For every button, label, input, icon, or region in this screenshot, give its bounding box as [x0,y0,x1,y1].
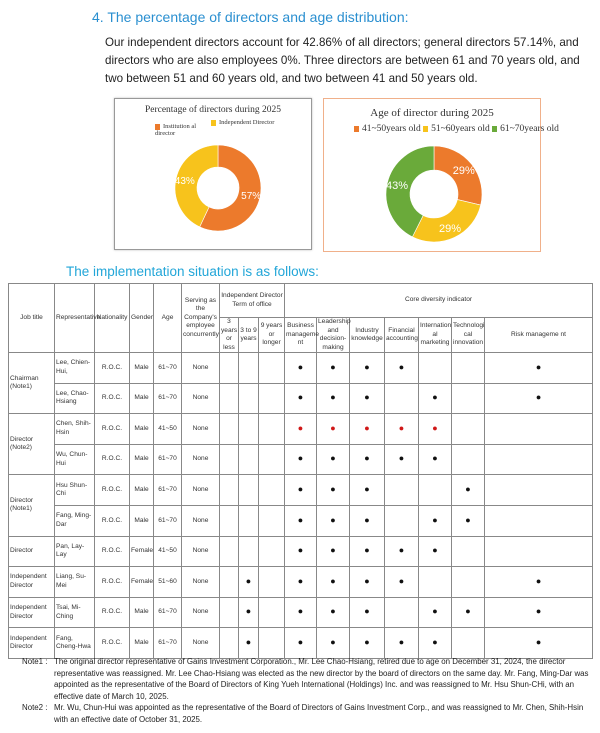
representative-cell: Wu, Chun-Hui [55,444,95,475]
chart-title: Age of director during 2025 [370,107,494,119]
legend-label: 41~50years old [362,124,421,134]
age-cell: 41~50 [154,414,182,445]
indicator-cell [385,353,419,384]
indicator-cell [239,505,259,536]
indicator-cell [419,383,452,414]
gender-cell: Male [130,353,154,384]
indicator-cell [220,353,239,384]
indicator-cell [350,567,385,598]
data-label: 43% [174,175,195,187]
indicator-cell [317,414,350,445]
bullet-dot: ● [364,636,370,647]
indicator-cell [452,567,485,598]
employee-cell: None [182,383,220,414]
bullet-dot: ● [398,636,405,647]
indicator-cell [317,597,350,628]
gender-cell: Female [130,567,154,598]
indicator-cell [419,567,452,598]
table-row [9,505,593,536]
table-row [9,353,593,384]
nationality-cell: R.O.C. [95,353,130,384]
table-row [9,414,593,445]
header-term: 3 years or less [221,318,238,351]
bullet-dot: ● [297,636,304,647]
nationality-cell: R.O.C. [95,444,130,475]
table-row [9,536,593,567]
indicator-cell [485,475,593,506]
table-row [9,567,593,598]
bullet-dot: ● [432,606,438,617]
legend-label: Independent Director [219,119,275,126]
age-cell: 61~70 [154,353,182,384]
indicator-cell [285,444,317,475]
bullet-dot: ● [465,514,471,525]
indicator-cell [452,628,485,659]
indicator-cell [259,597,285,628]
bullet-dot: ● [330,392,336,403]
representative-cell: Lee, Chien-Hui, [55,353,95,384]
bullet-dot: ● [364,361,370,372]
indicator-cell [385,536,419,567]
indicator-cell [452,444,485,475]
header-job-title: Job title [9,284,55,353]
employee-cell: None [182,353,220,384]
note-1 [22,656,592,702]
employee-cell: None [182,597,220,628]
bullet-dot: ● [330,361,336,372]
indicator-cell [285,536,317,567]
bullet-dot: ● [465,606,471,617]
indicator-cell [259,567,285,598]
bullet-dot: ● [364,606,370,617]
table-row [9,383,593,414]
bullet-dot: ● [297,606,304,617]
bullet-dot: ● [432,422,438,433]
job-title-cell: Director (Note2) [9,414,55,475]
nationality-cell: R.O.C. [95,567,130,598]
donut-chart [115,99,311,249]
bullet-dot: ● [535,606,542,617]
bullet-dot: ● [535,575,542,586]
header-core-indicator: Industry knowledge [350,318,385,353]
indicator-cell [452,536,485,567]
indicator-cell [419,475,452,506]
indicator-cell [317,353,350,384]
indicator-cell [350,353,385,384]
indicator-cell [259,536,285,567]
representative-cell: Lee, Chao-Hsiang [55,383,95,414]
bullet-dot: ● [330,453,336,464]
bullet-dot: ● [398,575,405,586]
indicator-cell [220,444,239,475]
table-row [9,475,593,506]
indicator-cell [385,597,419,628]
bullet-dot: ● [398,361,405,372]
indicator-cell [317,628,350,659]
header-core-indicator: Financial accounting [385,318,419,353]
bullet-dot: ● [364,392,370,403]
indicator-cell [220,414,239,445]
indicator-cell [259,628,285,659]
bullet-dot: ● [364,422,370,433]
nationality-cell: R.O.C. [95,536,130,567]
nationality-cell: R.O.C. [95,414,130,445]
donut-slice [412,200,480,242]
indicator-cell [350,597,385,628]
indicator-cell [419,414,452,445]
table-row [9,597,593,628]
gender-cell: Male [130,505,154,536]
table-row [9,628,593,659]
indicator-cell [350,536,385,567]
header-nationality: Nationality [95,284,130,353]
bullet-dot: ● [330,514,336,525]
header-gender: Gender [130,284,154,353]
indicator-cell [452,383,485,414]
header-term: 9 years or longer [259,318,285,353]
bullet-dot: ● [245,636,252,647]
age-cell: 41~50 [154,536,182,567]
bullet-dot: ● [465,483,471,494]
header-core-group: Core diversity indicator [285,284,593,318]
header-representative: Representative [55,284,95,353]
header-core-indicator: Risk manageme nt [485,318,593,353]
chart-title: Percentage of directors during 2025 [144,105,282,115]
bullet-dot: ● [364,483,370,494]
indicator-cell [259,353,285,384]
indicator-cell [419,444,452,475]
bullet-dot: ● [432,514,438,525]
indicator-cell [350,505,385,536]
indicator-cell [259,414,285,445]
job-title-cell: Independent Director [9,567,55,598]
indicator-cell [239,597,259,628]
bullet-dot: ● [297,483,304,494]
bullet-dot: ● [330,575,336,586]
indicator-cell [485,444,593,475]
bullet-dot: ● [432,636,438,647]
note-text: The original director representative of Gains Investment Corporation., Mr. Lee Chao-Hsiang, retired due to age on December 31, 2024, the director representative was reassigned. Mr. Lee Chao-Hsiang was elected as the new director by the board of directors on the same day. Mr. Fang, Ming-Dar was appointed as the representative of the Board of Directors of King Yueh International (Holdings) Inc. and was reassigned to Mr. Hsu Shun-CHi, with an effective date of March 10, 2025. [54,657,589,701]
indicator-cell [239,475,259,506]
section-title: 4. The percentage of directors and age distribution: [92,9,409,25]
age-cell: 61~70 [154,383,182,414]
indicator-cell [419,536,452,567]
data-label: 29% [439,223,462,236]
bullet-dot: ● [364,545,370,556]
bullet-dot: ● [297,453,304,464]
note-label: Note2 : [22,703,48,712]
indicator-cell [419,628,452,659]
header-core-indicator: Internation al marketing [419,318,452,353]
employee-cell: None [182,444,220,475]
indicator-cell [452,505,485,536]
indicator-cell [285,353,317,384]
indicator-cell [452,597,485,628]
indicator-cell [485,536,593,567]
indicator-cell [220,536,239,567]
employee-cell: None [182,536,220,567]
header-core-indicator: Business manageme nt [285,318,317,353]
age-cell: 61~70 [154,505,182,536]
bullet-dot: ● [297,514,304,525]
indicator-cell [385,505,419,536]
indicator-cell [419,353,452,384]
indicator-cell [317,505,350,536]
indicator-cell [220,597,239,628]
bullet-dot: ● [330,422,336,433]
job-title-cell: Chairman (Note1) [9,353,55,414]
indicator-cell [350,444,385,475]
header-term-group: Independent Director Term of office [220,284,285,318]
representative-cell: Chen, Shih-Hsin [55,414,95,445]
header-age: Age [154,284,182,353]
indicator-cell [239,444,259,475]
indicator-cell [452,353,485,384]
indicator-cell [239,383,259,414]
indicator-cell [350,414,385,445]
nationality-cell: R.O.C. [95,383,130,414]
bullet-dot: ● [330,483,336,494]
implementation-title: The implementation situation is as follows: [66,264,319,279]
indicator-cell [452,475,485,506]
indicator-cell [239,536,259,567]
bullet-dot: ● [364,575,370,586]
data-label: 43% [386,179,409,192]
representative-cell: Hsu Shun-Chi [55,475,95,506]
job-title-cell: Director (Note1) [9,475,55,536]
age-cell: 61~70 [154,597,182,628]
indicator-cell [419,597,452,628]
data-label: 57% [241,190,262,202]
indicator-cell [485,628,593,659]
notes [22,656,592,725]
indicator-cell [317,383,350,414]
indicator-cell [485,597,593,628]
job-title-cell: Independent Director [9,628,55,659]
employee-cell: None [182,628,220,659]
header-employee: Serving as the Company's employee concurrently [182,284,220,353]
indicator-cell [485,567,593,598]
indicator-cell [220,505,239,536]
gender-cell: Male [130,628,154,659]
indicator-cell [350,475,385,506]
indicator-cell [385,414,419,445]
job-title-cell: Director [9,536,55,567]
indicator-cell [220,567,239,598]
indicator-cell [385,628,419,659]
job-title-cell: Independent Director [9,597,55,628]
indicator-cell [350,628,385,659]
representative-cell: Liang, Su-Mei [55,567,95,598]
gender-cell: Male [130,444,154,475]
bullet-dot: ● [245,575,252,586]
note-text: Mr. Wu, Chun-Hui was appointed as the representative of the Board of Directors of Gains Investment Corp., and was reassigned to Mr. Chen, Shih-Hsin with an effective date of October 31, 2025. [54,703,584,724]
indicator-cell [285,414,317,445]
table-row [9,444,593,475]
indicator-cell [239,567,259,598]
indicator-cell [485,353,593,384]
header-term: 3 to 9 years [239,318,259,353]
indicator-cell [259,505,285,536]
indicator-cell [285,628,317,659]
age-cell: 61~70 [154,475,182,506]
employee-cell: None [182,505,220,536]
representative-cell: Fang, Cheng-Hwa [55,628,95,659]
bullet-dot: ● [330,636,336,647]
nationality-cell: R.O.C. [95,505,130,536]
summary-paragraph: Our independent directors account for 42.86% of all directors; general directors 57.14%, and directors who are also employees 0%. Three directors are between 61 and 70 years old, and two between 51 and 60 years old, and two between 41 and 50 years old. [105,36,580,85]
bullet-dot: ● [432,453,438,464]
indicator-cell [485,505,593,536]
indicator-cell [419,505,452,536]
bullet-dot: ● [364,514,370,525]
bullet-dot: ● [535,361,542,372]
indicator-cell [317,567,350,598]
indicator-cell [239,353,259,384]
indicator-cell [239,414,259,445]
representative-cell: Tsai, Mi-Ching [55,597,95,628]
director-age-chart [323,98,559,252]
indicator-cell [220,475,239,506]
indicator-cell [285,597,317,628]
indicator-cell [385,567,419,598]
indicator-cell [259,444,285,475]
employee-cell: None [182,475,220,506]
bullet-dot: ● [398,422,405,433]
indicator-cell [317,475,350,506]
donut-chart [324,99,540,251]
legend-label: 61~70years old [500,124,559,134]
age-cell: 51~60 [154,567,182,598]
legend-label: Institution al director [155,123,197,137]
bullet-dot: ● [330,606,336,617]
indicator-cell [317,536,350,567]
indicator-cell [452,414,485,445]
indicator-cell [385,444,419,475]
indicator-cell [285,505,317,536]
legend-label: 51~60years old [431,124,490,134]
employee-cell: None [182,567,220,598]
gender-cell: Male [130,475,154,506]
indicator-cell [285,567,317,598]
indicator-cell [485,383,593,414]
board-diversity-table [8,283,593,659]
bullet-dot: ● [535,636,542,647]
indicator-cell [485,414,593,445]
bullet-dot: ● [297,361,304,372]
age-cell: 61~70 [154,444,182,475]
data-label: 29% [452,165,475,178]
gender-cell: Male [130,414,154,445]
indicator-cell [285,475,317,506]
gender-cell: Male [130,383,154,414]
nationality-cell: R.O.C. [95,475,130,506]
bullet-dot: ● [330,545,336,556]
nationality-cell: R.O.C. [95,597,130,628]
indicator-cell [385,383,419,414]
bullet-dot: ● [535,392,542,403]
note-2 [22,702,592,725]
bullet-dot: ● [297,422,304,433]
note-label: Note1 : [22,657,48,666]
indicator-cell [350,383,385,414]
bullet-dot: ● [297,545,304,556]
bullet-dot: ● [297,392,304,403]
indicator-cell [220,383,239,414]
bullet-dot: ● [398,453,405,464]
age-cell: 61~70 [154,628,182,659]
gender-cell: Male [130,597,154,628]
header-core-indicator: Technologi cal innovation [452,318,485,353]
nationality-cell: R.O.C. [95,628,130,659]
gender-cell: Female [130,536,154,567]
indicator-cell [239,628,259,659]
indicator-cell [285,383,317,414]
indicator-cell [220,628,239,659]
representative-cell: Pan, Lay-Lay [55,536,95,567]
indicator-cell [259,383,285,414]
indicator-cell [317,444,350,475]
indicator-cell [385,475,419,506]
bullet-dot: ● [432,545,438,556]
representative-cell: Fang, Ming-Dar [55,505,95,536]
header-core-indicator: Leadership and decision-making [318,318,351,351]
indicator-cell [259,475,285,506]
bullet-dot: ● [297,575,304,586]
bullet-dot: ● [398,545,405,556]
directors-percentage-chart [114,98,312,250]
bullet-dot: ● [364,453,370,464]
employee-cell: None [182,414,220,445]
bullet-dot: ● [245,606,252,617]
bullet-dot: ● [432,392,438,403]
